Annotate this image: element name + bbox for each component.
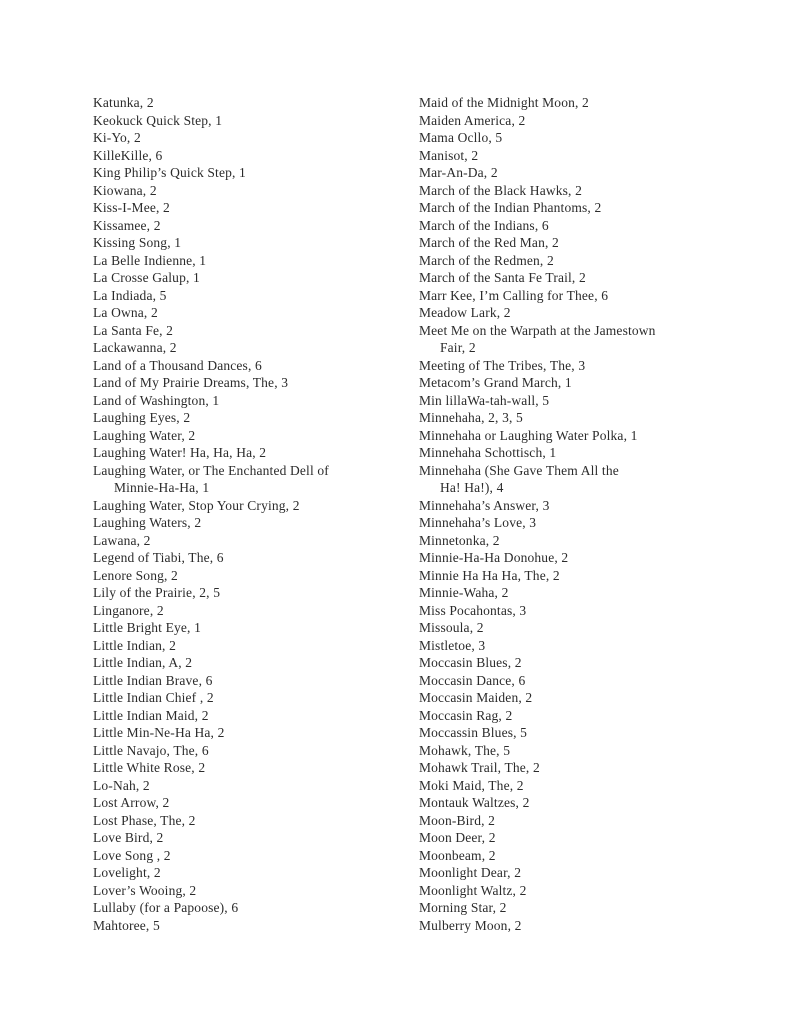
entry-line: Kissing Song, 1 [93, 235, 182, 250]
index-entry [419, 777, 759, 795]
entry-line: Lenore Song, 2 [93, 567, 178, 583]
entry-line: Mohawk, The, 5 [419, 742, 511, 758]
index-entry [419, 812, 759, 830]
entry-line: Love Bird, 2 [93, 830, 164, 845]
entry-line: Laughing Waters, 2 [93, 515, 202, 530]
index-entry [419, 654, 759, 672]
entry-line: Land of a Thousand Dances, 6 [93, 357, 262, 373]
entry-line: March of the Indian Phantoms, 2 [419, 200, 602, 215]
index-entry [419, 147, 759, 165]
index-entry [93, 129, 419, 147]
index-entry [93, 532, 419, 550]
index-entry [419, 917, 759, 935]
index-entry [419, 584, 759, 602]
index-entry [93, 112, 419, 130]
index-entry [419, 252, 759, 270]
index-entry [93, 864, 419, 882]
index-entry [419, 567, 759, 585]
entry-line: Lily of the Prairie, 2, 5 [93, 585, 221, 600]
index-entry [93, 882, 419, 900]
index-entry [419, 829, 759, 847]
index-entry [419, 707, 759, 725]
index-entry [93, 322, 419, 340]
entry-line: Maiden America, 2 [419, 112, 526, 128]
entry-line: Moccasin Dance, 6 [419, 672, 526, 688]
entry-line: March of the Redmen, 2 [419, 252, 554, 268]
index-entry [419, 637, 759, 655]
index-entry [93, 462, 419, 497]
entry-line: La Santa Fe, 2 [93, 322, 174, 338]
entry-line: Little Min-Ne-Ha Ha, 2 [93, 725, 225, 740]
entry-line: Lackawanna, 2 [93, 340, 177, 355]
index-entry [93, 742, 419, 760]
entry-line: Marr Kee, I’m Calling for Thee, 6 [419, 287, 609, 303]
entry-line: La Crosse Galup, 1 [93, 270, 200, 285]
entry-line: Minnehaha’s Love, 3 [419, 515, 537, 530]
entry-line: Little Indian, 2 [93, 637, 177, 653]
entry-line: Katunka, 2 [93, 95, 154, 110]
entry-line: Mulberry Moon, 2 [419, 917, 522, 933]
index-entry [93, 199, 419, 217]
entry-line: Lovelight, 2 [93, 865, 161, 880]
index-entry [419, 427, 759, 445]
index-entry [93, 654, 419, 672]
entry-line: Moccasin Blues, 2 [419, 655, 522, 670]
entry-line-continuation: Minnie-Ha-Ha, 1 [114, 480, 210, 495]
entry-line: Mahtoree, 5 [93, 917, 160, 933]
index-entry [419, 129, 759, 147]
index-entry [93, 672, 419, 690]
index-entry [93, 304, 419, 322]
entry-line: Meeting of The Tribes, The, 3 [419, 357, 586, 373]
index-entry [419, 497, 759, 515]
index-entry [93, 217, 419, 235]
entry-line: Minnehaha Schottisch, 1 [419, 445, 557, 460]
entry-line: Metacom’s Grand March, 1 [419, 375, 572, 390]
index-entry [93, 252, 419, 270]
index-column-left [93, 94, 419, 934]
index-entry [419, 619, 759, 637]
index-entry [93, 602, 419, 620]
index-entry [93, 567, 419, 585]
entry-line: Minnie-Waha, 2 [419, 585, 509, 600]
entry-line: Maid of the Midnight Moon, 2 [419, 95, 589, 110]
index-entry [93, 584, 419, 602]
entry-line: Moki Maid, The, 2 [419, 777, 524, 793]
entry-line: Minnehaha’s Answer, 3 [419, 497, 550, 513]
index-entry [93, 234, 419, 252]
index-entry [93, 707, 419, 725]
entry-line: Lo-Nah, 2 [93, 777, 150, 793]
entry-line-continuation: Fair, 2 [440, 340, 476, 355]
index-entry [93, 182, 419, 200]
entry-line: KilleKille, 6 [93, 147, 163, 163]
entry-line: Minnehaha, 2, 3, 5 [419, 410, 523, 425]
index-entry [419, 864, 759, 882]
index-entry [93, 374, 419, 392]
index-entry [93, 287, 419, 305]
entry-line: Ki-Yo, 2 [93, 130, 141, 145]
index-entry [419, 392, 759, 410]
index-entry [419, 444, 759, 462]
entry-line: Laughing Eyes, 2 [93, 410, 191, 425]
entry-line: Little Indian Brave, 6 [93, 672, 213, 688]
entry-line: Kissamee, 2 [93, 217, 161, 233]
entry-line: Minnie Ha Ha Ha, The, 2 [419, 567, 560, 583]
index-entry [93, 357, 419, 375]
entry-line: Minnehaha (She Gave Them All the [419, 462, 619, 478]
index-column-right [419, 94, 759, 934]
index-entry [419, 217, 759, 235]
entry-line: Mama Ocllo, 5 [419, 130, 503, 145]
entry-line: Little Navajo, The, 6 [93, 742, 209, 758]
index-entry [93, 724, 419, 742]
index-entry [419, 724, 759, 742]
index-entry [419, 269, 759, 287]
index-entry [419, 357, 759, 375]
index-entry [419, 94, 759, 112]
entry-line: Meadow Lark, 2 [419, 305, 511, 320]
entry-line: Laughing Water! Ha, Ha, Ha, 2 [93, 445, 267, 460]
entry-line: Moon Deer, 2 [419, 830, 496, 845]
index-entry [419, 742, 759, 760]
entry-line: Little Indian Maid, 2 [93, 707, 209, 723]
index-entry [419, 882, 759, 900]
entry-line: La Owna, 2 [93, 305, 158, 320]
entry-line: March of the Santa Fe Trail, 2 [419, 270, 586, 285]
entry-line: Moccassin Blues, 5 [419, 725, 528, 740]
entry-line: Mar-An-Da, 2 [419, 165, 498, 180]
index-entry [93, 637, 419, 655]
entry-line: Montauk Waltzes, 2 [419, 795, 530, 810]
entry-line: Little Bright Eye, 1 [93, 620, 201, 635]
entry-line: Manisot, 2 [419, 147, 479, 163]
entry-line: Mistletoe, 3 [419, 637, 486, 653]
index-entry [93, 899, 419, 917]
entry-line: Little White Rose, 2 [93, 760, 206, 775]
index-entry [419, 304, 759, 322]
index-entry [419, 532, 759, 550]
entry-line: March of the Red Man, 2 [419, 235, 559, 250]
entry-line: King Philip’s Quick Step, 1 [93, 165, 246, 180]
index-entry [93, 812, 419, 830]
index-entry [419, 322, 759, 357]
index-entry [419, 514, 759, 532]
entry-line: Moccasin Rag, 2 [419, 707, 513, 723]
index-entry [93, 147, 419, 165]
index-entry [419, 199, 759, 217]
entry-line: Keokuck Quick Step, 1 [93, 112, 223, 128]
entry-line: La Belle Indienne, 1 [93, 252, 207, 268]
entry-line: Land of Washington, 1 [93, 392, 220, 408]
index-entry [419, 462, 759, 497]
index-entry [93, 444, 419, 462]
index-entry [93, 94, 419, 112]
entry-line: Lost Phase, The, 2 [93, 812, 196, 828]
entry-line: Min lillaWa-tah-wall, 5 [419, 392, 550, 408]
entry-line: Lost Arrow, 2 [93, 795, 170, 810]
entry-line: Love Song , 2 [93, 847, 171, 863]
index-entry [93, 549, 419, 567]
index-entry [419, 234, 759, 252]
entry-line: Lawana, 2 [93, 532, 151, 548]
entry-line: Laughing Water, Stop Your Crying, 2 [93, 497, 300, 513]
entry-line: Linganore, 2 [93, 602, 164, 618]
index-entry [93, 269, 419, 287]
index-entry [93, 794, 419, 812]
entry-line: Laughing Water, 2 [93, 427, 196, 443]
entry-line: Moonlight Waltz, 2 [419, 882, 527, 898]
entry-line: Legend of Tiabi, The, 6 [93, 550, 224, 565]
entry-line: Minnetonka, 2 [419, 532, 500, 548]
index-entry [419, 409, 759, 427]
entry-line: Moonbeam, 2 [419, 847, 496, 863]
entry-line: Minnie-Ha-Ha Donohue, 2 [419, 550, 569, 565]
entry-line: Moccasin Maiden, 2 [419, 690, 533, 705]
entry-line: Kiss-I-Mee, 2 [93, 200, 170, 215]
entry-line: Morning Star, 2 [419, 900, 507, 915]
index-entry [93, 847, 419, 865]
index-entry [93, 777, 419, 795]
entry-line: Land of My Prairie Dreams, The, 3 [93, 375, 289, 390]
entry-line: March of the Indians, 6 [419, 217, 549, 233]
entry-line: Moonlight Dear, 2 [419, 865, 522, 880]
entry-line: La Indiada, 5 [93, 287, 167, 303]
entry-line: Miss Pocahontas, 3 [419, 602, 527, 618]
index-columns [93, 94, 759, 934]
index-entry [419, 759, 759, 777]
entry-line: Moon-Bird, 2 [419, 812, 496, 828]
index-entry [93, 409, 419, 427]
index-entry [419, 549, 759, 567]
entry-line: Meet Me on the Warpath at the Jamestown [419, 322, 656, 338]
index-entry [93, 392, 419, 410]
index-entry [93, 689, 419, 707]
index-entry [419, 112, 759, 130]
entry-line: March of the Black Hawks, 2 [419, 182, 583, 198]
entry-line: Kiowana, 2 [93, 182, 157, 198]
index-entry [419, 602, 759, 620]
index-entry [419, 182, 759, 200]
index-entry [419, 374, 759, 392]
index-entry [93, 497, 419, 515]
entry-line: Laughing Water, or The Enchanted Dell of [93, 462, 329, 478]
entry-line: Little Indian Chief , 2 [93, 690, 214, 705]
entry-line: Minnehaha or Laughing Water Polka, 1 [419, 427, 638, 443]
index-entry [419, 847, 759, 865]
entry-line: Lullaby (for a Papoose), 6 [93, 900, 239, 915]
entry-line: Mohawk Trail, The, 2 [419, 760, 540, 775]
entry-line-continuation: Ha! Ha!), 4 [440, 480, 504, 495]
index-entry [419, 794, 759, 812]
index-entry [93, 427, 419, 445]
index-entry [93, 164, 419, 182]
index-entry [419, 287, 759, 305]
index-entry [93, 339, 419, 357]
entry-line: Lover’s Wooing, 2 [93, 882, 197, 898]
entry-line: Missoula, 2 [419, 620, 484, 635]
entry-line: Little Indian, A, 2 [93, 655, 193, 670]
index-entry [93, 829, 419, 847]
index-entry [419, 672, 759, 690]
index-entry [419, 164, 759, 182]
index-entry [93, 619, 419, 637]
index-entry [419, 899, 759, 917]
index-entry [93, 759, 419, 777]
index-entry [93, 917, 419, 935]
index-entry [419, 689, 759, 707]
index-entry [93, 514, 419, 532]
